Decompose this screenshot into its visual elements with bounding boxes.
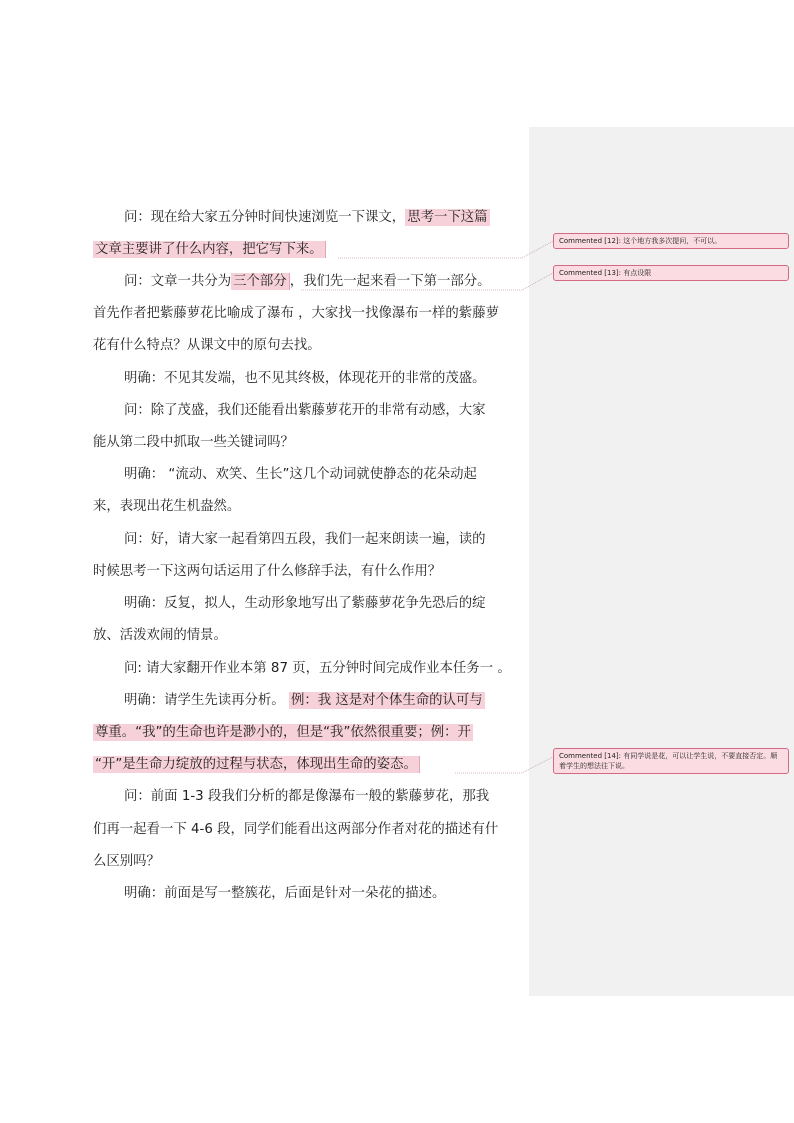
line-text: 么区别吗？ <box>93 854 160 869</box>
doc-line-22 <box>124 884 445 904</box>
highlight-text: “开”是生命力绽放的过程与状态，体现出生命的姿态。 <box>93 756 420 773</box>
highlight-text: 三个部分 <box>231 273 290 290</box>
line-text: 明确：不见其发端，也不见其终极，体现花开的非常的茂盛。 <box>124 371 486 386</box>
line-text: 来，表现出花生机盎然。 <box>93 499 241 514</box>
line-text: 首先作者把紫藤萝花比喻成了瀑布 ，大家找一找像瀑布一样的紫藤萝 <box>93 306 499 321</box>
line-text: 问: 请大家翻开作业本第 87 页，五分钟时间完成作业本任务一 。 <box>124 661 511 676</box>
line-text: 明确：反复，拟人，生动形象地写出了紫藤萝花争先恐后的绽 <box>124 596 486 611</box>
comment-14[interactable] <box>553 748 789 774</box>
doc-line-1 <box>124 208 490 228</box>
line-text: 能从第二段中抓取一些关键词吗？ <box>93 435 294 450</box>
doc-line-10 <box>93 497 240 517</box>
line-text: 明确：前面是写一整簇花，后面是针对一朵花的描述。 <box>124 886 446 901</box>
line-text: 放、活泼欢闹的情景。 <box>93 628 227 643</box>
line-text: 明确：请学生先读再分析。 <box>124 693 289 708</box>
doc-line-19 <box>124 787 489 807</box>
line-text: 们再一起看一下 4-6 段，同学们能看出这两部分作者对花的描述有什 <box>93 822 499 837</box>
doc-line-6 <box>124 369 486 389</box>
comment-13[interactable] <box>553 265 789 281</box>
doc-line-5 <box>93 336 321 356</box>
comment-12[interactable] <box>553 233 789 249</box>
doc-line-13 <box>124 594 486 614</box>
highlight-text: 尊重。“我”的生命也许是渺小的，但是“我”依然很重要；例：开 <box>95 725 471 740</box>
line-text: ，我们先一起来看一下第一部分。 <box>289 274 491 289</box>
line-text: 问：文章一共分为 <box>124 274 232 289</box>
doc-line-2 <box>93 240 326 260</box>
doc-line-11 <box>124 530 486 550</box>
line-text: 问：好，请大家一起看第四五段，我们一起来朗读一遍，读的 <box>124 532 486 547</box>
comment-text: Commented [12]: 这个地方我多次提问，不可以。 <box>559 237 722 245</box>
line-text: 花有什么特点？从课文中的原句去找。 <box>93 338 321 353</box>
line-text: 问：前面 1-3 段我们分析的都是像瀑布一般的紫藤萝花，那我 <box>124 789 490 804</box>
doc-line-3 <box>124 272 491 292</box>
line-text: 明确： “流动、欢笑、生长”这几个动词就使静态的花朵动起 <box>124 467 477 482</box>
highlight-text: 例：我 这是对个体生命的认可与 <box>290 693 483 708</box>
comment-text: Commented [14]: 有同学说是花，可以让学生说，不要直接否定。顺着学生的想法往下说。 <box>559 752 778 770</box>
doc-line-18 <box>93 755 420 775</box>
comment-text: Commented [13]: 有点设限 <box>559 269 652 277</box>
highlight-text: 文章主要讲了什么内容，把它写下来。 <box>93 241 326 258</box>
doc-line-17 <box>93 723 473 743</box>
doc-line-16 <box>124 691 485 711</box>
doc-line-4 <box>93 304 499 324</box>
doc-line-20 <box>93 820 498 840</box>
line-text: 问：除了茂盛，我们还能看出紫藤萝花开的非常有动感，大家 <box>124 403 486 418</box>
doc-line-9 <box>124 465 477 485</box>
line-text: 问：现在给大家五分钟时间快速浏览一下课文， <box>124 210 406 225</box>
doc-line-12 <box>93 562 441 582</box>
doc-line-14 <box>93 626 227 646</box>
doc-line-21 <box>93 852 160 872</box>
doc-line-15 <box>124 659 511 679</box>
doc-line-7 <box>124 401 486 421</box>
highlight-text: 思考一下这篇 <box>407 210 488 225</box>
doc-line-8 <box>93 433 294 453</box>
line-text: 时候思考一下这两句话运用了什么修辞手法，有什么作用？ <box>93 564 442 579</box>
